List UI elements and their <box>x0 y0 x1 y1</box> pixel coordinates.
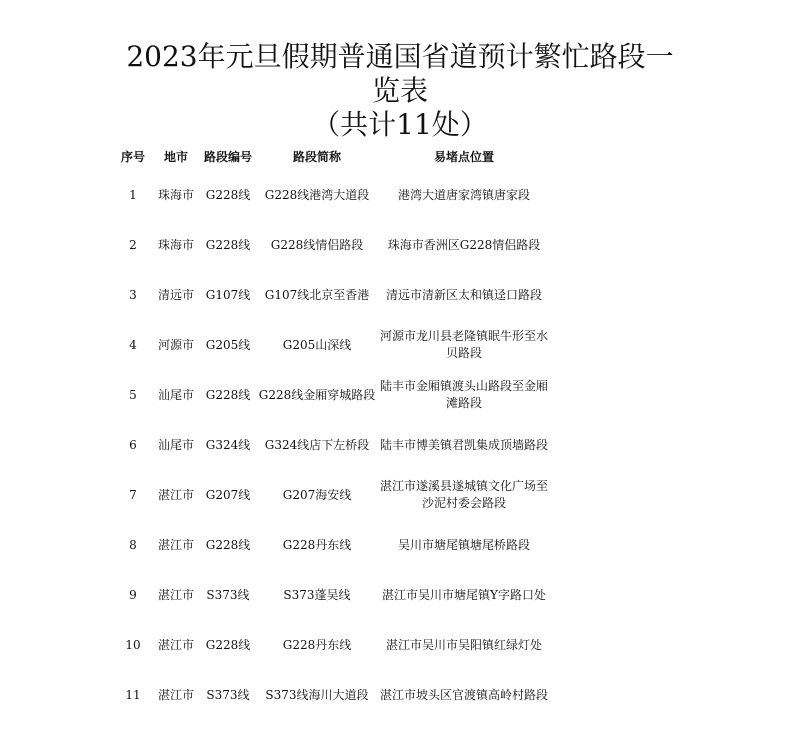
row-location: 河源市龙川县老隆镇眠牛形至水贝路段 <box>379 329 548 360</box>
row-location-cell <box>376 520 552 570</box>
row-location: 吴川市塘尾镇塘尾桥路段 <box>397 537 530 552</box>
row-index: 9 <box>129 587 137 602</box>
row-location: 湛江市吴川市塘尾镇Y字路口处 <box>382 587 546 602</box>
table-row <box>112 570 552 620</box>
row-index: 3 <box>129 287 137 302</box>
row-city: 珠海市 <box>157 237 194 252</box>
row-location: 陆丰市博美镇君凯集成顶墙路段 <box>379 437 548 452</box>
header-road-name: 路段简称 <box>292 149 341 164</box>
row-index: 7 <box>129 487 137 502</box>
row-road-name: G228线金厢穿城路段 <box>258 387 376 402</box>
row-index: 11 <box>125 687 141 702</box>
row-road-name: G207海安线 <box>282 487 352 502</box>
header-city: 地市 <box>163 149 188 164</box>
row-index: 2 <box>129 237 137 252</box>
row-location: 湛江市坡头区官渡镇高岭村路段 <box>379 687 548 702</box>
row-location: 湛江市吴川市吴阳镇红绿灯处 <box>385 637 542 652</box>
row-city: 汕尾市 <box>157 387 194 402</box>
row-road-code: G228线 <box>205 537 251 552</box>
row-location-cell <box>376 420 552 470</box>
row-road-name: G205山深线 <box>282 337 352 352</box>
row-road-code: S373线 <box>206 587 250 602</box>
table-row <box>112 370 552 420</box>
row-road-code: S373线 <box>206 687 250 702</box>
row-road-name: G107线北京至香港 <box>264 287 370 302</box>
row-city: 汕尾市 <box>157 437 194 452</box>
row-road-name: S373线海川大道段 <box>265 687 369 702</box>
row-location-cell <box>376 320 552 370</box>
row-location-cell <box>376 170 552 220</box>
title-line-1: 2023年元旦假期普通国省道预计繁忙路段一 <box>126 40 674 73</box>
busy-routes-table <box>112 142 552 720</box>
row-road-name: G228丹东线 <box>282 637 352 652</box>
row-index: 8 <box>129 537 137 552</box>
row-location-cell <box>376 220 552 270</box>
row-road-name: G228丹东线 <box>282 537 352 552</box>
table-row <box>112 620 552 670</box>
row-index: 5 <box>129 387 137 402</box>
title-line-2: 览表 <box>371 74 428 107</box>
row-location-cell <box>376 470 552 520</box>
table-row <box>112 520 552 570</box>
table-row <box>112 320 552 370</box>
row-city: 珠海市 <box>157 187 194 202</box>
row-location: 珠海市香洲区G228情侣路段 <box>387 237 541 252</box>
row-city: 湛江市 <box>157 537 194 552</box>
table-header-row <box>112 142 552 170</box>
row-index: 4 <box>129 337 137 352</box>
row-city: 河源市 <box>157 337 194 352</box>
row-location: 湛江市遂溪县遂城镇文化广场至沙泥村委会路段 <box>379 479 548 510</box>
row-road-code: G228线 <box>205 387 251 402</box>
row-city: 湛江市 <box>157 587 194 602</box>
row-location-cell <box>376 570 552 620</box>
row-road-name: G324线店下左桥段 <box>264 437 370 452</box>
row-road-name: G228线情侣路段 <box>270 237 364 252</box>
row-location: 港湾大道唐家湾镇唐家段 <box>397 187 530 202</box>
row-road-code: G228线 <box>205 637 251 652</box>
table-row <box>112 170 552 220</box>
table-row <box>112 220 552 270</box>
row-road-name: G228线港湾大道段 <box>264 187 370 202</box>
row-road-code: G207线 <box>205 487 251 502</box>
row-location-cell <box>376 620 552 670</box>
row-index: 1 <box>129 187 137 202</box>
row-index: 6 <box>129 437 137 452</box>
row-location: 清远市清新区太和镇迳口路段 <box>385 287 542 302</box>
table-row <box>112 670 552 720</box>
row-location-cell <box>376 270 552 320</box>
row-city: 湛江市 <box>157 637 194 652</box>
row-road-code: G228线 <box>205 237 251 252</box>
row-road-code: G228线 <box>205 187 251 202</box>
row-index: 10 <box>125 637 141 652</box>
row-road-name: S373蓬吴线 <box>283 587 351 602</box>
title-count: （共计11处） <box>312 108 488 141</box>
document-title <box>0 40 800 142</box>
row-location-cell <box>376 670 552 720</box>
row-city: 湛江市 <box>157 487 194 502</box>
table-row <box>112 420 552 470</box>
header-index: 序号 <box>120 149 145 164</box>
header-road-code: 路段编号 <box>203 149 252 164</box>
table-row <box>112 470 552 520</box>
row-city: 清远市 <box>157 287 194 302</box>
row-road-code: G324线 <box>205 437 251 452</box>
table-row <box>112 270 552 320</box>
row-road-code: G205线 <box>205 337 251 352</box>
row-road-code: G107线 <box>205 287 251 302</box>
row-location: 陆丰市金厢镇渡头山路段至金厢滩路段 <box>379 379 548 410</box>
row-city: 湛江市 <box>157 687 194 702</box>
row-location-cell <box>376 370 552 420</box>
header-location: 易堵点位置 <box>433 149 494 164</box>
